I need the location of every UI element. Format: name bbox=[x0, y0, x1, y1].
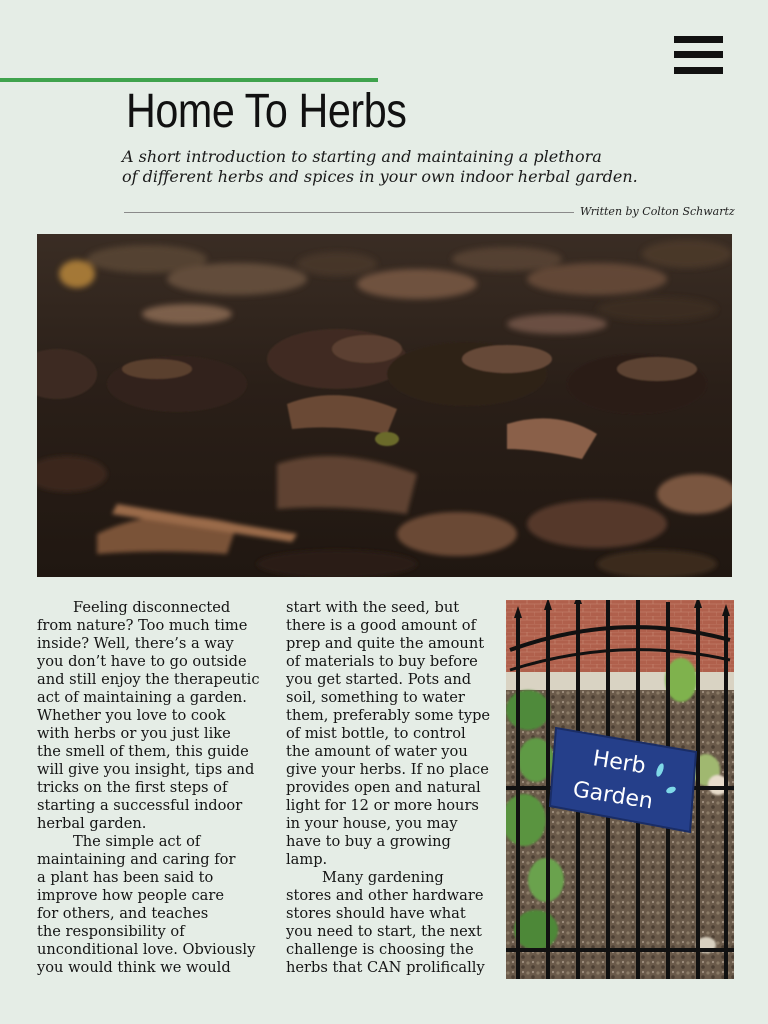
paragraph-line: there is a good amount of bbox=[286, 617, 476, 634]
paragraph-line: of materials to buy before bbox=[286, 653, 478, 670]
paragraph-line: inside? Well, there’s a way bbox=[37, 635, 234, 652]
paragraph-line: and still enjoy the therapeutic bbox=[37, 671, 260, 688]
paragraph-line: provides open and natural bbox=[286, 779, 481, 796]
paragraph-line: Whether you love to cook bbox=[37, 707, 226, 724]
paragraph-line: starting a successful indoor bbox=[37, 797, 243, 814]
paragraph-line: light for 12 or more hours bbox=[286, 797, 479, 814]
paragraph-line: herbal garden. bbox=[37, 815, 147, 832]
paragraph-line: The simple act of bbox=[73, 833, 201, 850]
paragraph-line: lamp. bbox=[286, 851, 328, 868]
subtitle-line: A short introduction to starting and maintaining a plethora bbox=[122, 147, 602, 166]
menu-bar bbox=[674, 36, 723, 43]
paragraph-line: you need to start, the next bbox=[286, 923, 482, 940]
paragraph-line: stores should have what bbox=[286, 905, 466, 922]
paragraph-line: in your house, you may bbox=[286, 815, 458, 832]
paragraph-line: of mist bottle, to control bbox=[286, 725, 466, 742]
paragraph-line: maintaining and caring for bbox=[37, 851, 236, 868]
paragraph-line: soil, something to water bbox=[286, 689, 465, 706]
herb-garden-photo bbox=[506, 600, 734, 979]
hero-image-soil bbox=[37, 234, 732, 577]
menu-bar bbox=[674, 51, 723, 58]
paragraph-line: prep and quite the amount bbox=[286, 635, 485, 652]
paragraph-line: tricks on the first steps of bbox=[37, 779, 228, 796]
paragraph-line: Many gardening bbox=[322, 869, 444, 886]
paragraph-line: for others, and teaches bbox=[37, 905, 209, 922]
sign-text-herb: Herb bbox=[591, 746, 648, 780]
paragraph-line: you get started. Pots and bbox=[286, 671, 472, 688]
paragraph-line: you don’t have to go outside bbox=[37, 653, 247, 670]
subtitle-line: of different herbs and spices in your own indoor herbal garden. bbox=[122, 167, 638, 186]
article-title: Home To Herbs bbox=[126, 85, 407, 138]
byline-rule bbox=[124, 212, 574, 213]
menu-bar bbox=[674, 67, 723, 74]
paragraph-line: start with the seed, but bbox=[286, 599, 460, 616]
paragraph-line: stores and other hardware bbox=[286, 887, 484, 904]
paragraph-line: challenge is choosing the bbox=[286, 941, 474, 958]
paragraph-line: give your herbs. If no place bbox=[286, 761, 489, 778]
paragraph-line: Feeling disconnected bbox=[73, 599, 231, 616]
paragraph-line: act of maintaining a garden. bbox=[37, 689, 247, 706]
paragraph-line: them, preferably some type bbox=[286, 707, 491, 724]
paragraph-line: the smell of them, this guide bbox=[37, 743, 249, 760]
byline: Written by Colton Schwartz bbox=[580, 205, 735, 218]
paragraph-line: improve how people care bbox=[37, 887, 224, 904]
paragraph-line: the amount of water you bbox=[286, 743, 468, 760]
article-subtitle bbox=[122, 147, 642, 187]
paragraph-line: a plant has been said to bbox=[37, 869, 214, 886]
hamburger-menu-icon[interactable] bbox=[674, 36, 723, 74]
sign-text-garden: Garden bbox=[571, 777, 655, 815]
article-column-1 bbox=[37, 599, 269, 977]
paragraph-line: from nature? Too much time bbox=[37, 617, 248, 634]
accent-rule bbox=[0, 78, 378, 82]
paragraph-line: you would think we would bbox=[37, 959, 231, 976]
article-column-2 bbox=[286, 599, 498, 977]
paragraph-line: herbs that CAN prolifically bbox=[286, 959, 485, 976]
paragraph-line: will give you insight, tips and bbox=[37, 761, 255, 778]
paragraph-line: unconditional love. Obviously bbox=[37, 941, 256, 958]
paragraph-line: the responsibility of bbox=[37, 923, 185, 940]
paragraph-line: with herbs or you just like bbox=[37, 725, 231, 742]
paragraph-line: have to buy a growing bbox=[286, 833, 451, 850]
